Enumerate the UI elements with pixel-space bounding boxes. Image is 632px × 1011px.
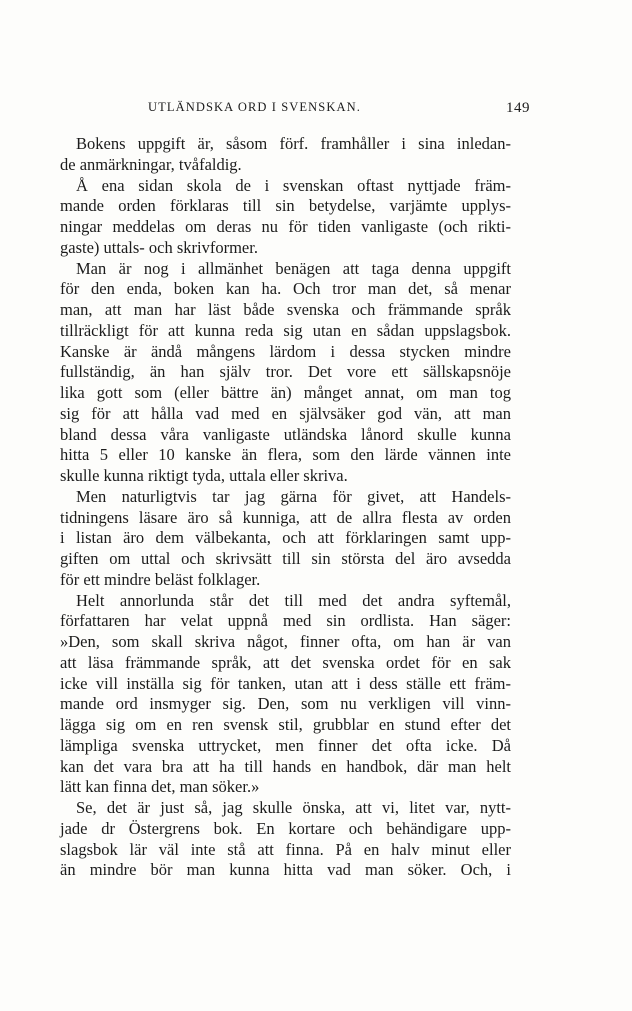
- text-line: man, att man har läst både svenska och främmande språk: [60, 300, 511, 319]
- text-line: giften om uttal och skrivsätt till sin största del äro avsedda: [60, 549, 511, 568]
- text-line: lägga sig om en ren svensk stil, grubblar en stund efter det: [60, 715, 511, 734]
- text-line: slagsbok lär väl inte stå att finna. På en halv minut eller: [60, 839, 511, 859]
- text-line: Å ena sidan skola de i svenskan oftast nyttjade främ-: [76, 175, 511, 195]
- text-line: i listan äro dem välbekanta, och att förklaringen samt upp-: [60, 528, 511, 548]
- text-line: lätt kan finna det, man söker.»: [60, 777, 260, 797]
- text-line: Se, det är just så, jag skulle önska, att vi, litet var, nytt-: [76, 798, 511, 817]
- text-line: Man är nog i allmänhet benägen att taga denna uppgift: [76, 258, 511, 278]
- body-text: [60, 134, 511, 881]
- page-number: 149: [506, 100, 530, 116]
- text-line: de anmärkningar, tvåfaldig.: [60, 154, 242, 174]
- text-line: jade dr Östergrens bok. En kortare och behändigare upp-: [60, 818, 511, 838]
- text-line: Helt annorlunda står det till med det andra syftemål,: [76, 590, 511, 610]
- text-line: kan det vara bra att ha till hands en handbok, där man helt: [60, 756, 511, 776]
- text-line: att läsa främmande språk, att det svenska ordet för en sak: [60, 652, 511, 672]
- text-line: författaren har velat uppnå med sin ordlista. Han säger:: [60, 611, 511, 631]
- text-line: lika gott som (eller bättre än) månget annat, om man tog: [60, 383, 511, 402]
- paragraph: [60, 259, 511, 487]
- text-line: sig för att hålla vad med en självsäker god vän, att man: [60, 403, 511, 423]
- text-line: tillräckligt för att kunna reda sig utan en sådan uppslagsbok.: [60, 320, 511, 340]
- text-line: gaste) uttals- och skrivformer.: [60, 237, 258, 257]
- text-line: mande orden förklaras till sin betydelse, varjämte upplys-: [60, 196, 511, 216]
- paragraph: [60, 134, 511, 176]
- text-line: bland dessa våra vanligaste utländska lånord skulle kunna: [60, 424, 511, 444]
- running-title: UTLÄNDSKA ORD I SVENSKAN.: [148, 100, 361, 114]
- text-line: fullständig, än han själv tror. Det vore ett sällskapsnöje: [60, 362, 511, 382]
- paragraph: [60, 798, 511, 881]
- paragraph: [60, 176, 511, 259]
- text-line: hitta 5 eller 10 kanske än flera, som den lärde vännen inte: [60, 445, 511, 465]
- text-line: Kanske är ändå mångens lärdom i dessa stycken mindre: [60, 341, 511, 361]
- text-line: ningar meddelas om deras nu för tiden vanligaste (och rikti-: [60, 217, 511, 236]
- text-line: tidningens läsare äro så kunniga, att de allra flesta av orden: [60, 507, 511, 527]
- text-line: för den enda, boken kan ha. Och tror man det, så menar: [60, 279, 511, 299]
- running-head: [60, 100, 530, 122]
- text-line: Men naturligtvis tar jag gärna för givet, att Handels-: [76, 486, 511, 506]
- text-line: skulle kunna riktigt tyda, uttala eller skriva.: [60, 466, 348, 485]
- text-line: Bokens uppgift är, såsom förf. framhåller i sina inledan-: [76, 134, 511, 153]
- text-line: icke vill inställa sig för tanken, utan att i dess ställe ett främ-: [60, 673, 511, 693]
- paragraph: [60, 487, 511, 591]
- text-line: mande ord insmyger sig. Den, som nu verkligen vill vinn-: [60, 694, 511, 714]
- text-line: »Den, som skall skriva något, finner ofta, om han är van: [60, 632, 511, 651]
- text-line: lämpliga svenska uttrycket, men finner det ofta icke. Då: [60, 735, 511, 755]
- text-line: för ett mindre beläst folklager.: [60, 569, 261, 589]
- text-line: än mindre bör man kunna hitta vad man söker. Och, i: [60, 860, 511, 880]
- paragraph: [60, 591, 511, 799]
